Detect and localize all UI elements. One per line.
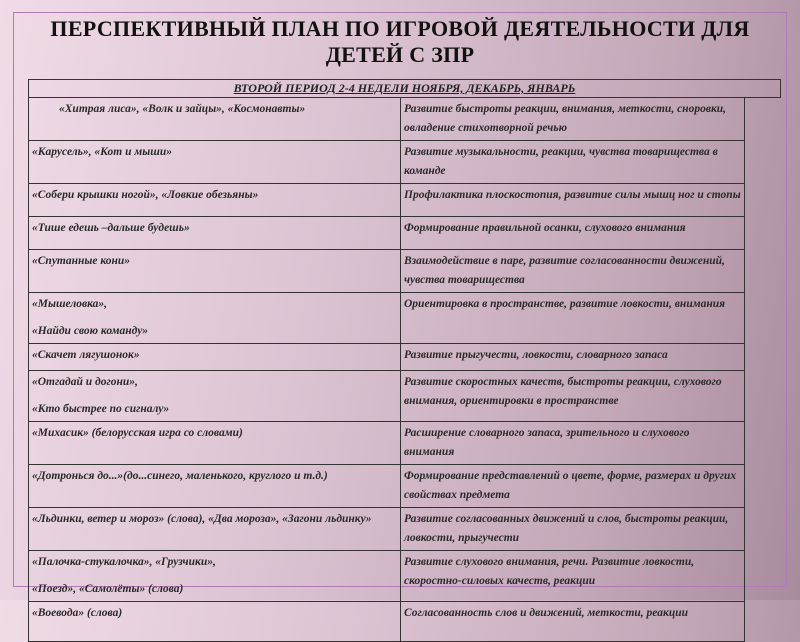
goals-cell: Согласованность слов и движений, меткости, реакции: [401, 602, 745, 642]
games-cell: [29, 250, 401, 293]
game-name: «Поезд», «Самолёты» (слова): [32, 583, 184, 595]
goals-cell: Развитие прыгучести, ловкости, словарного запаса: [401, 344, 745, 371]
goals-cell: Развитие скоростных качеств, быстроты реакции, слухового внимания, ориентировки в пространстве: [401, 371, 745, 422]
table-row: [29, 217, 745, 250]
table-row: [29, 602, 745, 642]
game-name: «Спутанные кони»: [32, 255, 131, 267]
goals-cell: Расширение словарного запаса, зрительного и слухового внимания: [401, 422, 745, 465]
game-name: «Мышеловка»,: [32, 298, 108, 310]
goals-cell: Развитие быстроты реакции, внимания, меткости, сноровки, овладение стихотворной речью: [401, 98, 745, 141]
games-cell: [29, 141, 401, 184]
table-row: [29, 141, 745, 184]
games-cell: [29, 508, 401, 551]
goals-cell: Развитие слухового внимания, речи. Развитие ловкости, скоростно-силовых качеств, реакции: [401, 551, 745, 602]
table-row: [29, 465, 745, 508]
game-name: «Льдинки, ветер и мороз» (слова), «Два мороза», «Загони льдинку»: [32, 513, 372, 525]
game-name: «Кто быстрее по сигналу»: [32, 403, 170, 415]
game-name: «Тише едешь –дальше будешь»: [32, 222, 190, 234]
games-cell: [29, 98, 401, 141]
goals-cell: Ориентировка в пространстве, развитие ловкости, внимания: [401, 293, 745, 344]
game-name: «Михасик» (белорусская игра со словами): [32, 427, 243, 439]
game-name: «Карусель», «Кот и мыши»: [32, 146, 172, 158]
game-name: «Скачет лягушонок»: [32, 349, 140, 361]
table-row: [29, 508, 745, 551]
goals-cell: Взаимодействие в паре, развитие согласованности движений, чувства товарищества: [401, 250, 745, 293]
page-title: ПЕРСПЕКТИВНЫЙ ПЛАН ПО ИГРОВОЙ ДЕЯТЕЛЬНОСТИ ДЛЯ ДЕТЕЙ С ЗПР: [50, 16, 750, 67]
games-cell: [29, 293, 401, 344]
table-row: [29, 551, 745, 602]
game-name: «Дотронься до...»(до...синего, маленького, круглого и т.д.): [32, 470, 328, 482]
games-cell: [29, 371, 401, 422]
period-header: ВТОРОЙ ПЕРИОД 2-4 НЕДЕЛИ НОЯБРЯ, ДЕКАБРЬ, ЯНВАРЬ: [28, 79, 781, 98]
goals-cell: Формирование правильной осанки, слухового внимания: [401, 217, 745, 250]
game-name: «Хитрая лиса», «Волк и зайцы», «Космонавты»: [59, 103, 306, 115]
games-cell: [29, 184, 401, 217]
plan-table: [28, 97, 745, 642]
games-cell: [29, 602, 401, 642]
game-name: «Найди свою команду»: [32, 325, 149, 337]
games-cell: [29, 422, 401, 465]
games-cell: [29, 551, 401, 602]
game-name: «Палочка-стукалочка», «Грузчики»,: [32, 556, 216, 568]
table-row: [29, 371, 745, 422]
games-cell: [29, 344, 401, 371]
game-name: «Отгадай и догони»,: [32, 376, 138, 388]
table-row: [29, 184, 745, 217]
table-row: [29, 422, 745, 465]
goals-cell: Развитие согласованных движений и слов, быстроты реакции, ловкости, прыгучести: [401, 508, 745, 551]
table-row: [29, 293, 745, 344]
goals-cell: Развитие музыкальности, реакции, чувства товарищества в команде: [401, 141, 745, 184]
games-cell: [29, 465, 401, 508]
table-row: [29, 250, 745, 293]
game-name: «Воевода» (слова): [32, 607, 123, 619]
goals-cell: Формирование представлений о цвете, форме, размерах и других свойствах предмета: [401, 465, 745, 508]
table-row: [29, 344, 745, 371]
goals-cell: Профилактика плоскостопия, развитие силы мышц ног и стопы: [401, 184, 745, 217]
table-row: [29, 98, 745, 141]
game-name: «Собери крышки ногой», «Ловкие обезьяны»: [32, 189, 259, 201]
games-cell: [29, 217, 401, 250]
